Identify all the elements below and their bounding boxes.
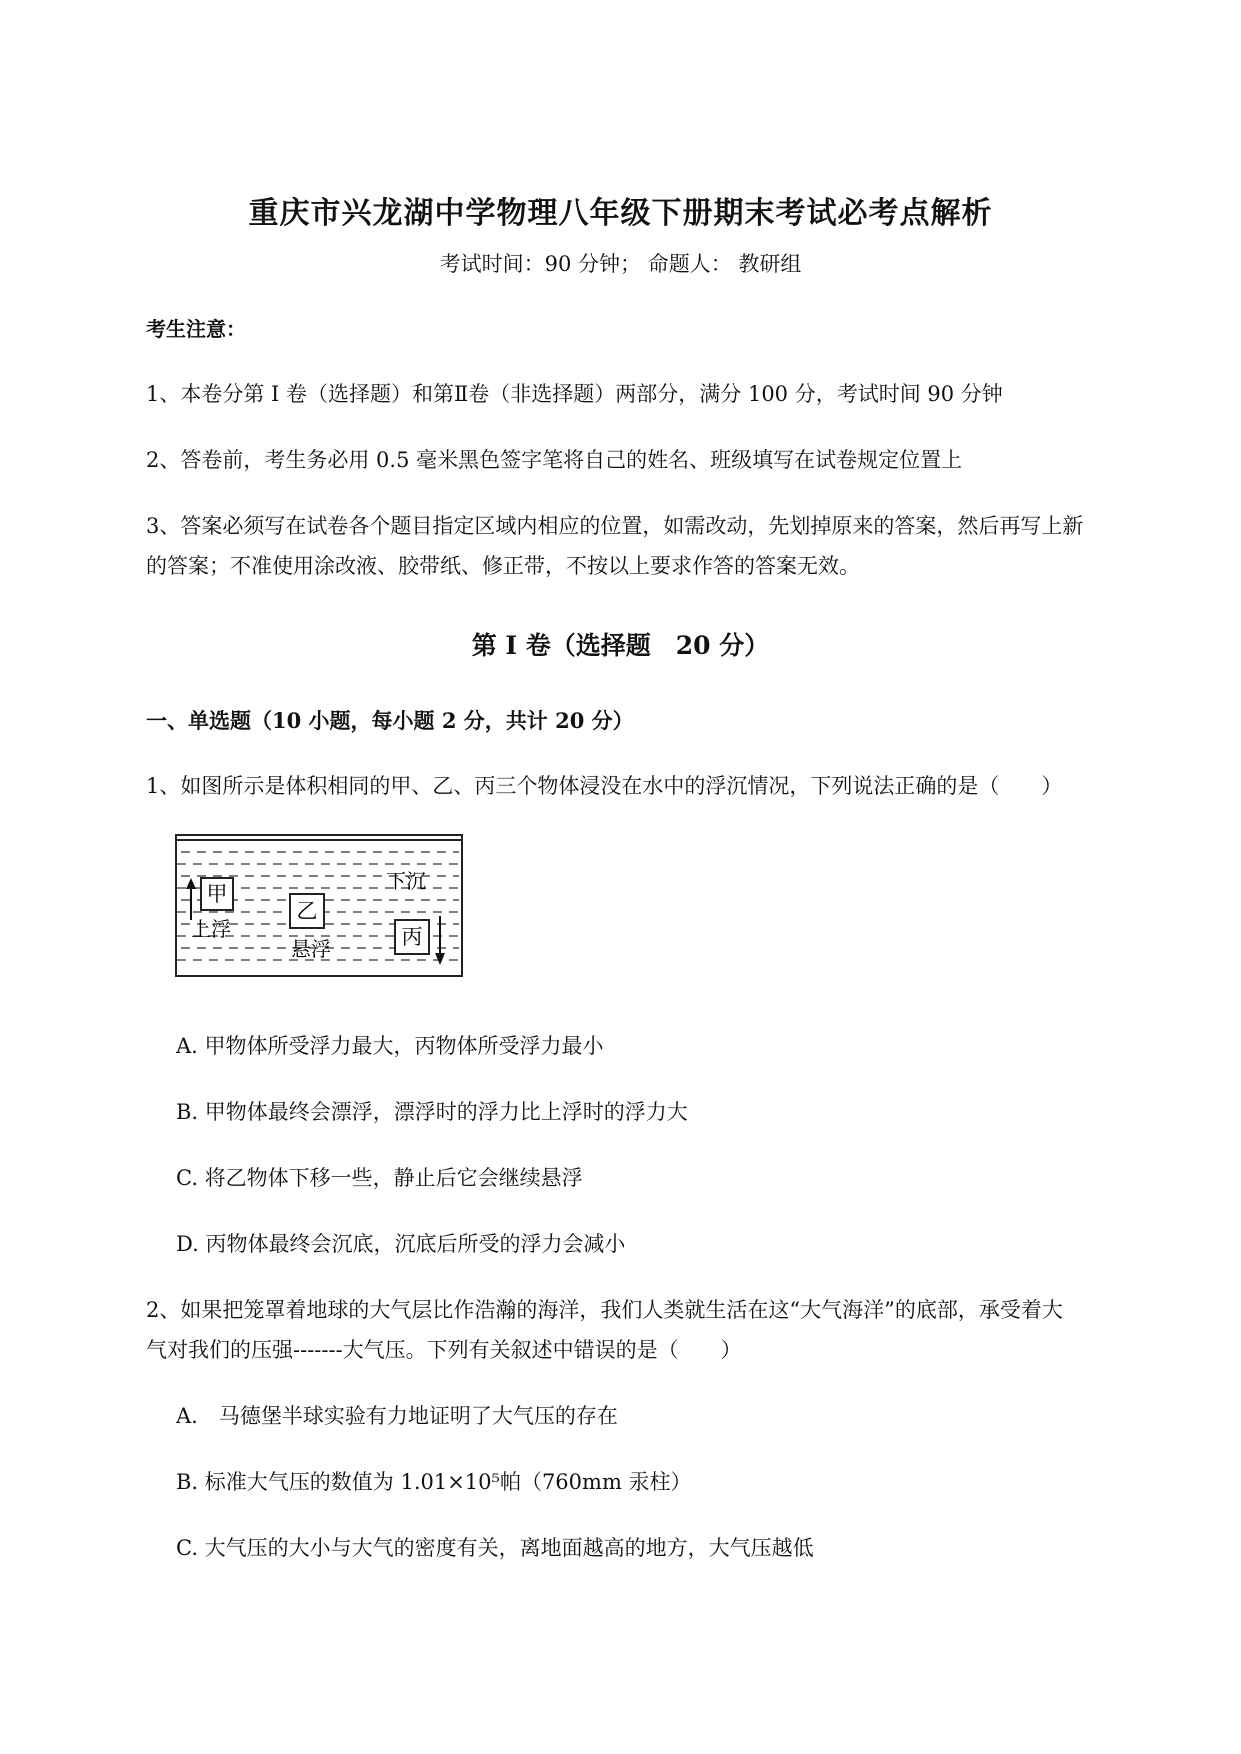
object-bing	[395, 920, 429, 954]
buoyancy-figure	[175, 834, 463, 977]
label-sink: 下沉	[386, 869, 426, 893]
label-yi: 乙	[296, 899, 318, 923]
question-2-stem-continued: 气对我们的压强-------大气压。下列有关叙述中错误的是（ ）	[146, 1338, 742, 1362]
label-suspend: 悬浮	[291, 937, 331, 961]
question-2-option-b: B. 标准大气压的数值为 1.01×10⁵帕（760mm 汞柱）	[176, 1470, 692, 1494]
notice-item: 2、答卷前，考生务必用 0.5 毫米黑色签字笔将自己的姓名、班级填写在试卷规定位置上	[146, 448, 963, 472]
notice-item: 1、本卷分第 I 卷（选择题）和第Ⅱ卷（非选择题）两部分，满分 100 分，考试时间 90 分钟	[146, 382, 1003, 406]
notice-item-continued: 的答案；不准使用涂改液、胶带纸、修正带，不按以上要求作答的答案无效。	[146, 554, 860, 578]
label-jia: 甲	[206, 882, 228, 906]
object-jia	[201, 878, 233, 910]
page-title: 重庆市兴龙湖中学物理八年级下册期末考试必考点解析	[248, 196, 993, 231]
question-2-stem: 2、如果把笼罩着地球的大气层比作浩瀚的海洋，我们人类就生活在这“大气海洋”的底部，承受着大	[146, 1298, 1063, 1322]
exam-info: 考试时间：90 分钟； 命题人： 教研组	[439, 252, 802, 276]
question-1-option-d: D. 丙物体最终会沉底，沉底后所受的浮力会减小	[176, 1232, 626, 1256]
question-1-option-b: B. 甲物体最终会漂浮，漂浮时的浮力比上浮时的浮力大	[176, 1100, 688, 1124]
question-1-option-a: A. 甲物体所受浮力最大，丙物体所受浮力最小	[176, 1034, 604, 1058]
question-2-option-a: A. 马德堡半球实验有力地证明了大气压的存在	[176, 1404, 618, 1428]
object-yi	[290, 894, 324, 928]
notice-item: 3、答案必须写在试卷各个题目指定区域内相应的位置，如需改动，先划掉原来的答案，然后再写上新	[146, 514, 1084, 538]
section-title: 第 I 卷（选择题 20 分）	[471, 631, 770, 660]
question-1-stem: 1、如图所示是体积相同的甲、乙、丙三个物体浸没在水中的浮沉情况，下列说法正确的是（ ）	[146, 774, 1063, 798]
label-float-up: 上浮	[191, 917, 231, 941]
part-heading: 一、单选题（10 小题，每小题 2 分，共计 20 分）	[146, 708, 634, 733]
question-2-option-c: C. 大气压的大小与大气的密度有关，离地面越高的地方，大气压越低	[176, 1536, 814, 1560]
notice-heading: 考生注意：	[146, 317, 246, 341]
question-1-option-c: C. 将乙物体下移一些，静止后它会继续悬浮	[176, 1166, 583, 1190]
label-bing: 丙	[401, 925, 423, 949]
